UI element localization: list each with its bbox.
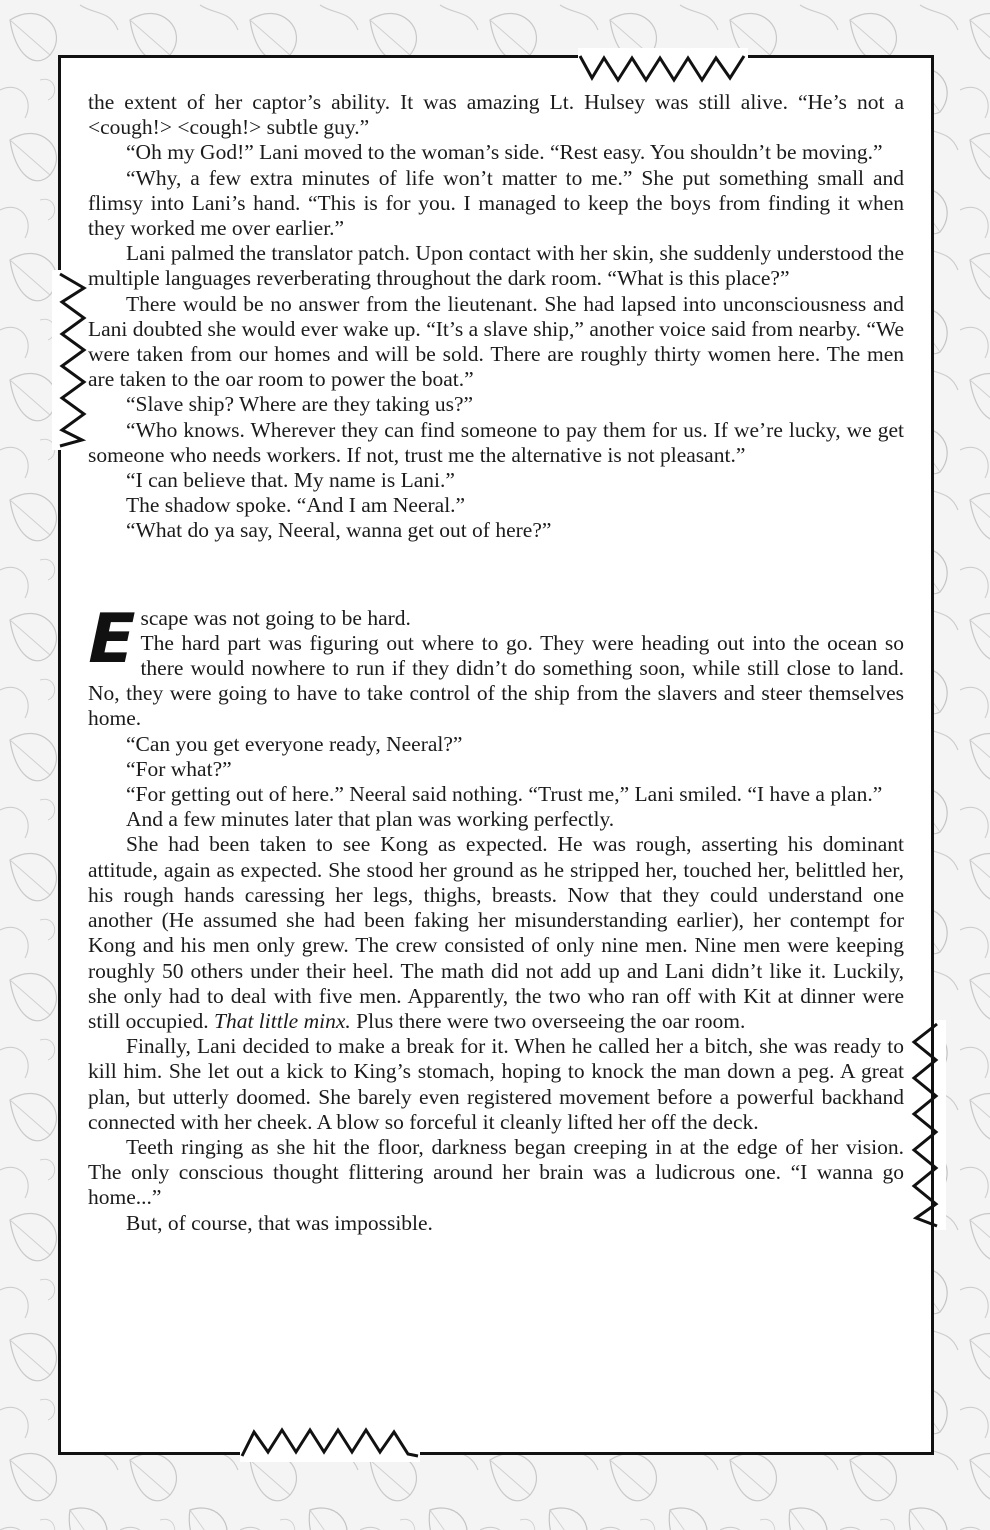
paragraph: Lani palmed the translator patch. Upon contact with her skin, she suddenly understood the multiple languages reverberating throughout the dark room. “What is this place?” [88, 241, 904, 291]
paragraph: Finally, Lani decided to make a break for it. When he called her a bitch, she was ready to kill him. She let out a kick to King’s stomach, hoping to knock the man down a peg. A great plan, but utterly doomed. She barely even registered movement before a powerful backhand connected with her cheek. A blow so forceful it cleanly lifted her off the deck. [88, 1034, 904, 1134]
paragraph: But, of course, that was impossible. [126, 1210, 433, 1235]
paragraph: Teeth ringing as she hit the floor, darkness began creeping in at the edge of her vision. The only conscious thought flittering around her brain was a ludicrous one. “I wanna go home...” [88, 1134, 904, 1210]
section-opening [79, 599, 904, 679]
drop-cap: E [79, 599, 143, 679]
zigzag-top-decoration [578, 48, 748, 88]
paragraph: “Oh my God!” Lani moved to the woman’s side. “Rest easy. You shouldn’t be moving.” [126, 140, 883, 165]
paragraph: the extent of her captor’s ability. It was amazing Lt. Hulsey was still alive. “He’s not a <cough!> <cough!> subtle guy.” [88, 90, 904, 140]
story-text [79, 90, 904, 1236]
paragraph: “Slave ship? Where are they taking us?” [126, 392, 474, 417]
paragraph-kong [88, 832, 904, 1034]
paragraph: “Can you get everyone ready, Neeral?” [126, 731, 463, 756]
paragraph: “For what?” [126, 756, 232, 781]
paragraph: And a few minutes later that plan was working perfectly. [126, 807, 615, 832]
paragraph: “Why, a few extra minutes of life won’t matter to me.” She put something small and flimsy into Lani’s hand. “This is for you. I managed to keep the boys from finding it when they worked me over earlier.” [88, 165, 904, 241]
zigzag-right-decoration [906, 1020, 946, 1230]
zigzag-bottom-decoration [240, 1420, 420, 1462]
paragraph: There would be no answer from the lieutenant. She had lapsed into unconsciousness and Lani doubted she would ever wake up. “It’s a slave ship,” another voice said from nearby. “We were taken from our homes and will be sold. There are roughly thirty women here. The men are taken to the oar room to power the boat.” [88, 291, 904, 392]
paragraph: “For getting out of here.” Neeral said nothing. “Trust me,” Lani smiled. “I have a plan.” [126, 782, 883, 807]
paragraph: “What do ya say, Neeral, wanna get out of here?” [126, 518, 552, 543]
kong-text-before: She had been taken to see Kong as expected. He was rough, asserting his dominant attitude, again as expected. She stood her ground as he stripped her, touched her, belittled her, his rough hands caressing her legs, thighs, breasts. Now that they could understand one another (He assumed she had been faking her misunderstanding earlier), her contempt for Kong and his men only grew. The crew consisted of only nine men. Nine men were keeping roughly 50 others under their heel. The math did not add up and Lani didn’t like it. Luckily, she only had to deal with five men. Apparently, the two who ran off with Kit at dinner were still occupied. [88, 832, 904, 1033]
paragraph: “Who knows. Wherever they can find someone to pay them for us. If we’re lucky, we get someone who needs workers. If not, trust me the alternative is not pleasant.” [88, 417, 904, 467]
section-first-line: scape was not going to be hard. [140, 605, 411, 630]
paragraph: The hard part was figuring out where to go. They were heading out into the ocean so there would nowhere to run if they didn’t do something soon, while still close to land. No, they were going to have to take control of the ship from the slavers and steer themselves home. [88, 630, 904, 731]
zigzag-left-decoration [52, 270, 92, 450]
paragraph: “I can believe that. My name is Lani.” [126, 468, 455, 493]
kong-text-after: Plus there were two overseeing the oar room. [356, 1008, 746, 1033]
kong-italic-phrase: That little minx. [214, 1008, 351, 1033]
paragraph: The shadow spoke. “And I am Neeral.” [126, 493, 466, 518]
